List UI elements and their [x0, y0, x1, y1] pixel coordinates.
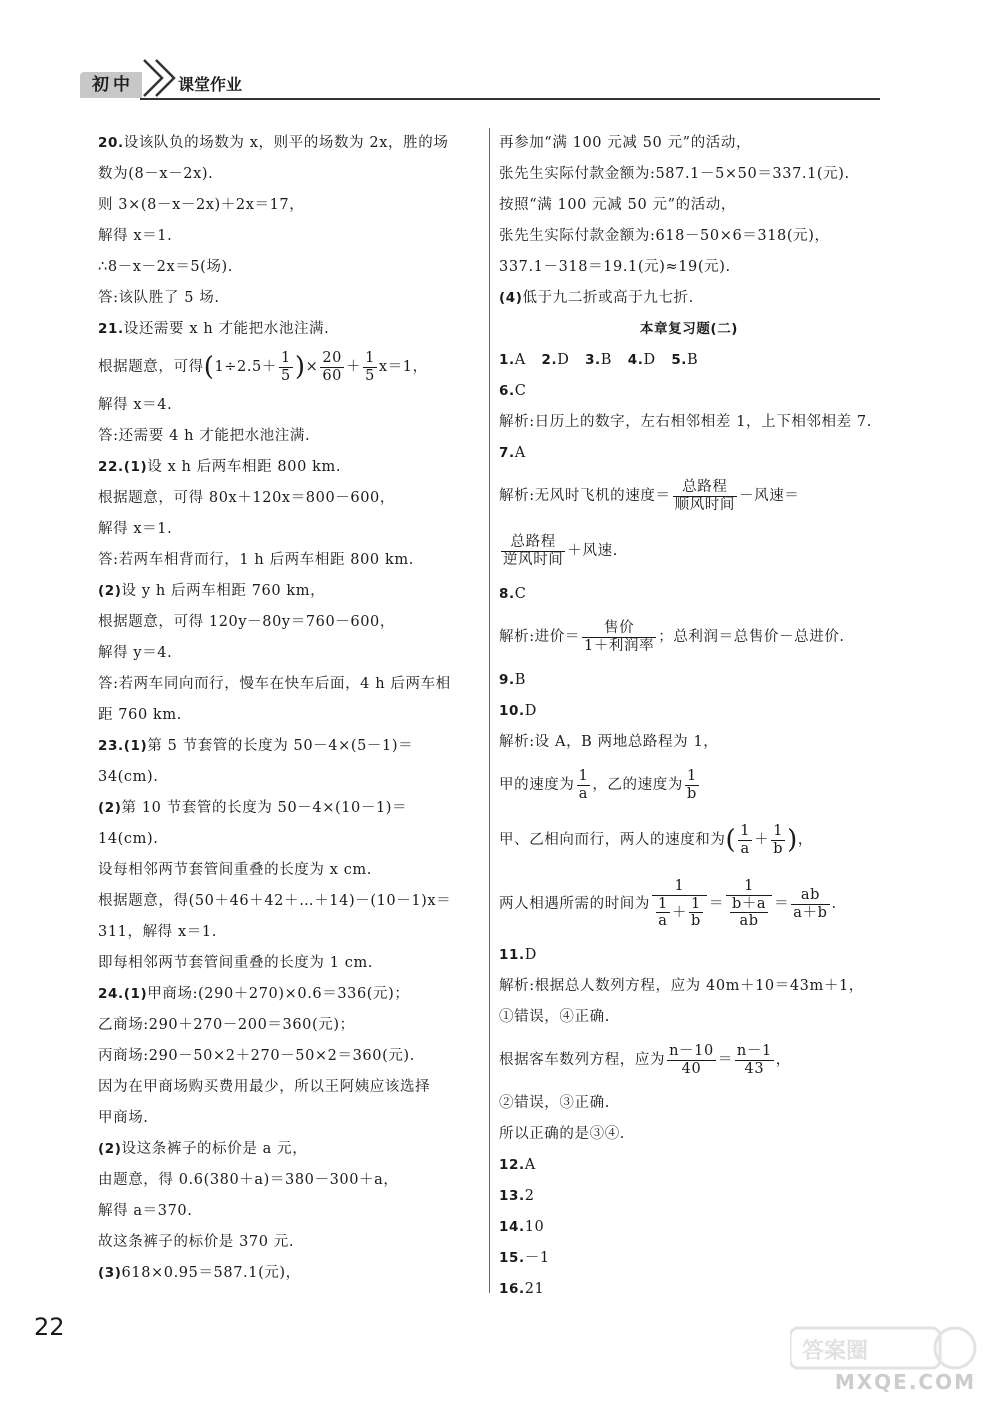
- answer-line: 解析:根据总人数列方程，应为 40m＋10＝43m＋1，: [499, 978, 864, 994]
- paren-close: ): [787, 825, 798, 855]
- sub-number: (2): [98, 1141, 122, 1157]
- fraction: [577, 768, 591, 802]
- answer-line: [499, 376, 879, 407]
- denominator: 43: [744, 1060, 765, 1077]
- answer-line: 再参加“满 100 元减 50 元”的活动，: [499, 135, 752, 151]
- line-text: ＝: [717, 1052, 733, 1068]
- svg-text:答案圈: 答案圈: [802, 1339, 869, 1364]
- fraction: [685, 768, 699, 802]
- question-number: 3.: [585, 352, 601, 368]
- line-text: 第 5 节套管的长度为 50－4×(5－1)＝: [147, 738, 414, 754]
- numerator: 1: [281, 349, 291, 366]
- numerator: 1: [578, 767, 589, 784]
- line-text: 第 10 节套管的长度为 50－4×(10－1)＝: [121, 800, 408, 816]
- answer-line: [499, 665, 879, 696]
- answer-line-formula: [499, 813, 879, 868]
- numerator: ab: [791, 887, 829, 905]
- numerator: 售价: [582, 620, 656, 638]
- answer-line: [499, 579, 879, 610]
- denominator: b: [773, 840, 784, 857]
- question-number: 14.: [499, 1219, 525, 1235]
- question-number: 20.: [98, 135, 124, 151]
- question-number: 16.: [499, 1281, 525, 1297]
- answer-line: 根据题意，可得 80x＋120x＝800－600，: [98, 490, 395, 506]
- answer-line: 311，解得 x＝1.: [98, 924, 217, 940]
- line-text: ＋: [754, 832, 770, 848]
- header-rule: [140, 98, 880, 100]
- fraction: [689, 896, 703, 930]
- line-text: 根据客车数列方程，应为: [499, 1052, 666, 1068]
- answer-line: 乙商场:290＋270－200＝360(元)；: [98, 1017, 355, 1033]
- fraction: [771, 823, 785, 857]
- answer-line: 距 760 km.: [98, 707, 182, 723]
- fraction: [791, 887, 829, 921]
- line-text: 设还需要 x h 才能把水池注满.: [123, 321, 330, 337]
- answer-line-formula: [499, 758, 879, 813]
- denominator: 逆风时间: [503, 551, 564, 568]
- sub-number: (4): [499, 290, 523, 306]
- line-text: ，乙的速度为: [592, 777, 683, 793]
- line-text: 甲的速度为: [499, 777, 575, 793]
- sub-number: (1): [123, 738, 148, 754]
- fraction: [501, 534, 565, 568]
- line-text: ＋: [671, 904, 687, 921]
- sub-number: (1): [123, 459, 148, 475]
- answer-line: 解得 x＝1.: [98, 228, 173, 244]
- line-text: 设这条裤子的标价是 a 元，: [121, 1141, 308, 1157]
- question-number: 10.: [499, 703, 525, 719]
- question-number: 4.: [627, 352, 644, 368]
- page-number: 22: [34, 1313, 65, 1341]
- answer-line: [499, 696, 879, 727]
- answer-choice: D: [643, 352, 656, 368]
- denominator: a: [658, 913, 668, 930]
- sub-number: (3): [98, 1265, 122, 1281]
- header-title: 课堂作业: [178, 75, 243, 94]
- line-text: ，: [797, 832, 813, 848]
- line-text: 两人相遇所需的时间为: [499, 896, 650, 912]
- fraction: [673, 479, 737, 513]
- denominator: 1＋利润率: [584, 637, 655, 654]
- right-column: [499, 128, 879, 1305]
- answer-line: [499, 1181, 879, 1212]
- header-tag: 初中: [80, 72, 142, 98]
- fraction: [730, 896, 768, 930]
- answer-line: [98, 576, 479, 607]
- denominator: a＋b: [793, 904, 828, 921]
- line-text: 1÷2.5＋: [214, 359, 277, 375]
- answer-line: 所以正确的是③④.: [499, 1126, 626, 1142]
- answer-line: [499, 940, 879, 971]
- line-text: ＋: [345, 359, 362, 375]
- denominator: ab: [739, 913, 759, 930]
- fraction: [582, 620, 656, 654]
- sub-number: (2): [98, 800, 122, 816]
- question-number: 11.: [499, 947, 525, 963]
- answer-line: [98, 1258, 479, 1289]
- answer-line: 解得 a＝370.: [98, 1203, 193, 1219]
- answer-choice: B: [687, 352, 699, 368]
- line-text: x＝1，: [378, 359, 428, 375]
- line-text: ；总利润＝总售价－总进价.: [658, 629, 845, 645]
- fraction: [738, 823, 752, 857]
- numerator: 1: [740, 822, 751, 839]
- line-text: 设该队负的场数为 x，则平的场数为 2x，胜的场: [123, 135, 449, 151]
- line-text: 甲、乙相向而行，两人的速度和为: [499, 832, 726, 848]
- answer-line: 由题意，得 0.6(380＋a)＝380－300＋a，: [98, 1172, 399, 1188]
- question-number: 7.: [499, 445, 515, 461]
- denominator: 顺风时间: [674, 496, 735, 513]
- question-number: 6.: [499, 383, 515, 399]
- question-number: 1.: [499, 352, 515, 368]
- watermark-text: MXQE.COM: [834, 1370, 976, 1394]
- answer-line: 甲商场.: [98, 1110, 149, 1126]
- column-divider: [489, 128, 490, 1293]
- answer-line: 张先生实际付款金额为:618－50×6＝318(元)，: [499, 228, 830, 244]
- answer-line: 解析:设 A，B 两地总路程为 1，: [499, 734, 719, 750]
- answer-line: 34(cm).: [98, 769, 159, 785]
- line-text: 618×0.95＝587.1(元)，: [121, 1265, 301, 1281]
- numerator: 1: [726, 878, 772, 896]
- numerator: b＋a: [731, 895, 767, 912]
- line-text: 设 x h 后两车相距 800 km.: [147, 459, 342, 475]
- answer-choice: C: [514, 383, 527, 399]
- answer-line: [98, 452, 479, 483]
- denominator: [726, 896, 772, 930]
- answer-line: [98, 979, 479, 1010]
- answer-choice: D: [524, 947, 537, 963]
- denominator: b: [686, 785, 697, 802]
- fraction: [320, 350, 344, 384]
- answer-line: [98, 793, 479, 824]
- answer-line: ②错误，③正确.: [499, 1095, 610, 1111]
- answer-line: 解得 x＝1.: [98, 521, 173, 537]
- fraction: [656, 896, 670, 930]
- question-number: 21.: [98, 321, 124, 337]
- question-number: 24.: [98, 986, 124, 1002]
- answer-line: 解得 y＝4.: [98, 645, 173, 661]
- line-text: 解析:进价＝: [499, 629, 580, 645]
- line-text: 设 y h 后两车相距 760 km，: [121, 583, 326, 599]
- answer-choice: B: [514, 672, 526, 688]
- question-number: 5.: [671, 352, 688, 368]
- numerator: 总路程: [673, 479, 737, 497]
- answer-line-formula: [499, 868, 879, 940]
- answer-line: [98, 731, 479, 762]
- answer-line: 答:若两车相背而行，1 h 后两车相距 800 km.: [98, 552, 414, 568]
- answer-line: 故这条裤子的标价是 370 元.: [98, 1234, 295, 1250]
- answer-choice: A: [524, 1157, 536, 1173]
- question-number: 8.: [499, 586, 515, 602]
- sub-number: (1): [123, 986, 148, 1002]
- numerator: 1: [365, 349, 375, 366]
- answer-choice: A: [514, 352, 526, 368]
- paren-open: (: [203, 352, 215, 382]
- answer-line: 按照“满 100 元减 50 元”的活动，: [499, 197, 736, 213]
- answer-line: [499, 1274, 879, 1305]
- line-text: ＝: [708, 896, 724, 912]
- denominator: a: [578, 785, 589, 802]
- answer-line: 14(cm).: [98, 831, 159, 847]
- fraction: [667, 1043, 716, 1077]
- answer-line: 337.1－318＝19.1(元)≈19(元).: [499, 259, 731, 275]
- line-text: 根据题意，可得: [98, 359, 204, 375]
- answer-line-formula: [499, 1033, 879, 1088]
- answer-choice: A: [514, 445, 526, 461]
- numerator: 20: [322, 349, 342, 366]
- denominator: 40: [681, 1060, 702, 1077]
- numerator: 1: [652, 878, 707, 896]
- fraction: [735, 1043, 774, 1077]
- answer-choice: －1: [524, 1250, 550, 1266]
- answer-line: 因为在甲商场购买费用最少，所以王阿姨应该选择: [98, 1079, 431, 1095]
- answer-line: 解析:日历上的数字，左右相邻相差 1，上下相邻相差 7.: [499, 414, 872, 430]
- answer-line: 数为(8－x－2x).: [98, 166, 214, 182]
- answer-choice: B: [600, 352, 613, 368]
- line-text: .: [831, 896, 837, 912]
- question-number: 9.: [499, 672, 515, 688]
- denominator: [652, 896, 707, 930]
- left-column: [98, 128, 479, 1289]
- answer-line: [98, 128, 479, 159]
- answer-choice: 21: [524, 1281, 545, 1297]
- answer-line: [499, 1243, 879, 1274]
- question-number: 2.: [541, 352, 558, 368]
- line-text: ，: [775, 1052, 791, 1068]
- answer-line: ①错误，④正确.: [499, 1009, 610, 1025]
- answer-line: 答:该队胜了 5 场.: [98, 290, 220, 306]
- complex-fraction: [652, 878, 707, 930]
- numerator: 1: [771, 823, 785, 841]
- complex-fraction: [726, 878, 772, 930]
- denominator: 5: [365, 367, 375, 384]
- sub-number: (2): [98, 583, 122, 599]
- answer-line: [499, 438, 879, 469]
- answer-line: [499, 1212, 879, 1243]
- fraction: [279, 350, 293, 384]
- answer-line: 答:还需要 4 h 才能把水池注满.: [98, 428, 311, 444]
- line-text: ×: [305, 359, 319, 375]
- answer-line-multi: [499, 345, 879, 376]
- denominator: 5: [281, 367, 291, 384]
- answer-choice: C: [514, 586, 527, 602]
- numerator: 1: [689, 896, 703, 914]
- answer-line-formula: [499, 469, 879, 524]
- answer-line: [499, 1150, 879, 1181]
- question-number: 12.: [499, 1157, 525, 1173]
- answer-line-formula: [499, 524, 879, 579]
- answer-line: 设每相邻两节套管间重叠的长度为 x cm.: [98, 862, 372, 878]
- answer-line: 根据题意，得(50＋46＋42＋…＋14)－(10－1)x＝: [98, 893, 452, 909]
- answer-line: [499, 283, 879, 314]
- numerator: 1: [658, 895, 668, 912]
- answer-line: [98, 1134, 479, 1165]
- answer-line: ∴8－x－2x＝5(场).: [98, 259, 233, 275]
- numerator: n－10: [669, 1042, 714, 1059]
- denominator: a: [740, 840, 750, 857]
- question-number: 23.: [98, 738, 124, 754]
- line-text: ＝: [774, 896, 790, 912]
- answer-line: 则 3×(8－x－2x)＋2x＝17，: [98, 197, 305, 213]
- answer-line: 丙商场:290－50×2＋270－50×2＝360(元).: [98, 1048, 415, 1064]
- answer-line: 答:若两车同向而行，慢车在快车后面，4 h 后两车相: [98, 676, 451, 692]
- answer-line-formula: [98, 345, 479, 390]
- answer-choice: D: [557, 352, 570, 368]
- answer-line-formula: [499, 610, 879, 665]
- numerator: 1: [685, 768, 699, 786]
- answer-line: 张先生实际付款金额为:587.1－5×50＝337.1(元).: [499, 166, 850, 182]
- section-title: 本章复习题(二): [639, 321, 739, 337]
- answer-choice: D: [524, 703, 537, 719]
- question-number: 15.: [499, 1250, 525, 1266]
- answer-line: 即每相邻两节套管间重叠的长度为 1 cm.: [98, 955, 374, 971]
- answer-line: 解得 x＝4.: [98, 397, 173, 413]
- answer-choice: 2: [524, 1188, 535, 1204]
- paren-close: ): [294, 352, 306, 382]
- answer-choice: 10: [524, 1219, 545, 1235]
- numerator: n－1: [736, 1042, 772, 1059]
- answer-line: 根据题意，可得 120y－80y＝760－600，: [98, 614, 395, 630]
- line-text: 解析:无风时飞机的速度＝: [499, 488, 671, 504]
- line-text: ＋风速.: [567, 543, 618, 559]
- denominator: 60: [322, 367, 342, 384]
- question-number: 13.: [499, 1188, 525, 1204]
- paren-open: (: [725, 825, 737, 855]
- line-text: －风速＝: [739, 488, 800, 504]
- line-text: 低于九二折或高于九七折.: [522, 290, 694, 306]
- denominator: b: [690, 913, 701, 930]
- answer-line: [98, 314, 479, 345]
- question-number: 22.: [98, 459, 124, 475]
- fraction: [363, 350, 377, 384]
- numerator: 总路程: [501, 534, 565, 552]
- page-header: [80, 70, 880, 100]
- line-text: 甲商场:(290＋270)×0.6＝336(元)；: [147, 986, 410, 1002]
